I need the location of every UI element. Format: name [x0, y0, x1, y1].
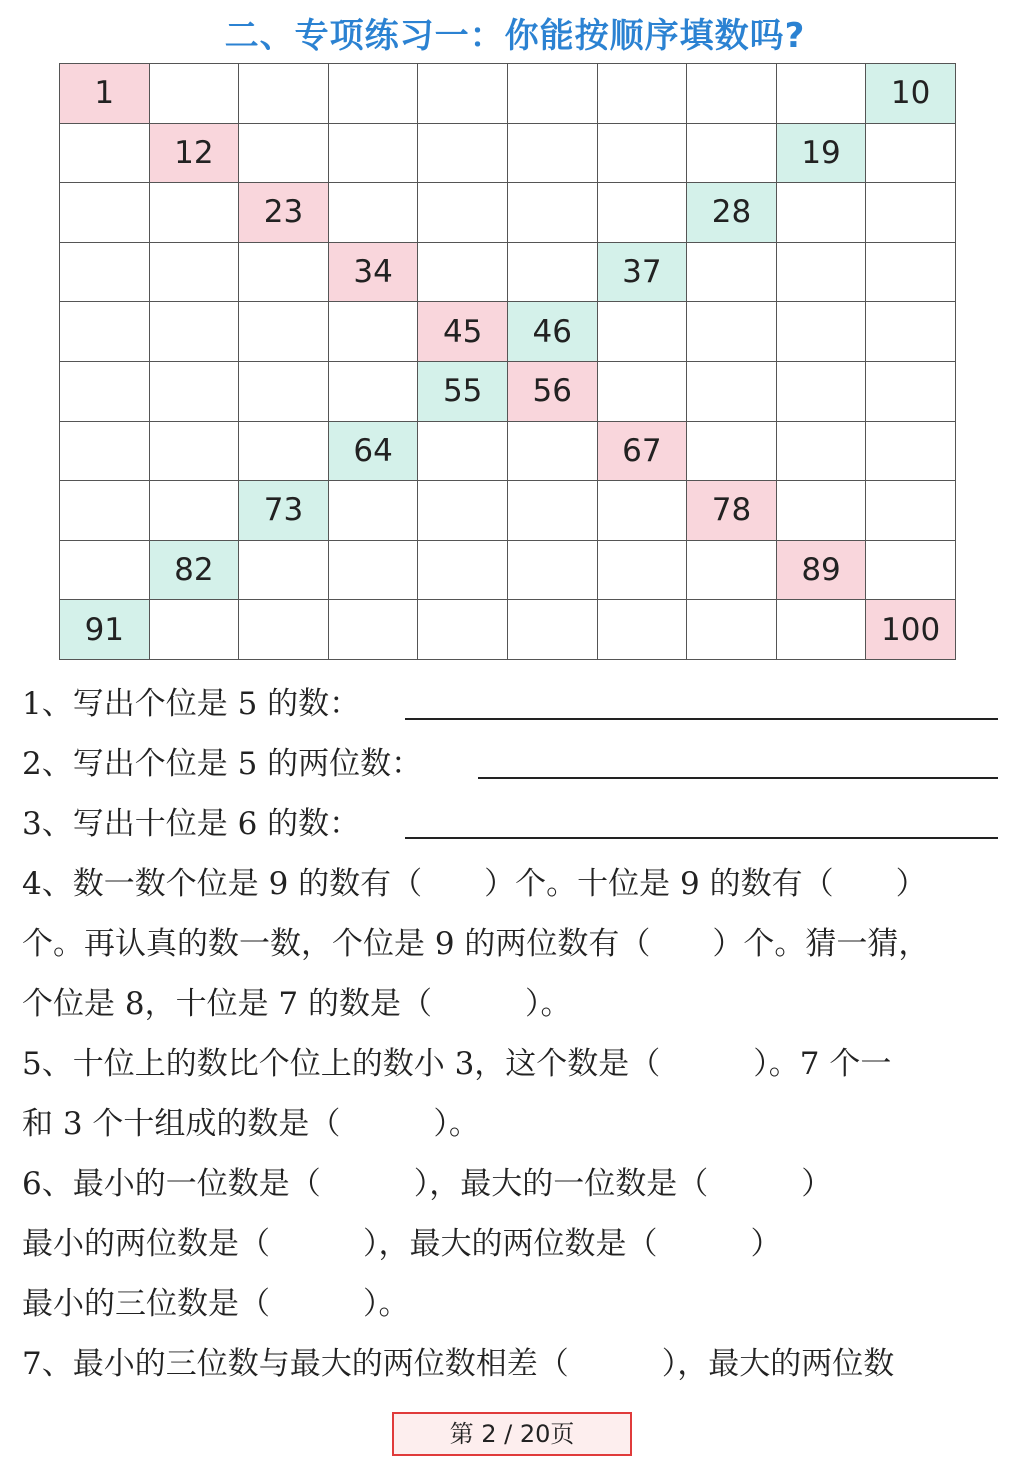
question-7-line-1: 7、最小的三位数与最大的两位数相差（ ），最大的两位数 — [22, 1346, 895, 1382]
grid-cell[interactable] — [507, 242, 597, 302]
grid-cell: 78 — [687, 481, 777, 541]
question-3: 3、写出十位是 6 的数： — [22, 806, 361, 842]
grid-cell[interactable] — [866, 421, 956, 481]
grid-cell[interactable] — [507, 183, 597, 243]
grid-cell[interactable] — [507, 540, 597, 600]
question-6-line-2: 最小的两位数是（ ），最大的两位数是（ ） — [22, 1226, 782, 1262]
question-6-line-1: 6、最小的一位数是（ ），最大的一位数是（ ） — [22, 1166, 833, 1202]
grid-cell: 82 — [149, 540, 239, 600]
grid-cell[interactable] — [866, 183, 956, 243]
grid-cell: 67 — [597, 421, 687, 481]
grid-cell[interactable] — [687, 242, 777, 302]
grid-row — [60, 600, 956, 660]
grid-cell[interactable] — [60, 302, 150, 362]
grid-cell: 28 — [687, 183, 777, 243]
question-6-line-3: 最小的三位数是（ ）。 — [22, 1286, 410, 1322]
grid-cell[interactable] — [776, 421, 866, 481]
grid-cell[interactable] — [597, 64, 687, 124]
grid-cell[interactable] — [328, 123, 418, 183]
grid-row — [60, 64, 956, 124]
grid-cell[interactable] — [866, 302, 956, 362]
grid-cell: 55 — [418, 361, 508, 421]
grid-cell[interactable] — [776, 183, 866, 243]
question-1: 1、写出个位是 5 的数： — [22, 686, 361, 722]
grid-cell[interactable] — [328, 302, 418, 362]
grid-cell[interactable] — [687, 361, 777, 421]
grid-cell: 37 — [597, 242, 687, 302]
page-title: 二、专项练习一：你能按顺序填数吗? — [224, 16, 806, 56]
grid-cell[interactable] — [597, 481, 687, 541]
grid-cell[interactable] — [60, 540, 150, 600]
grid-cell[interactable] — [597, 183, 687, 243]
grid-cell: 91 — [60, 600, 150, 660]
question-4-line-3: 个位是 8，十位是 7 的数是（ ）。 — [22, 986, 572, 1022]
grid-cell[interactable] — [866, 361, 956, 421]
grid-cell[interactable] — [418, 481, 508, 541]
answer-line-2[interactable] — [478, 777, 998, 779]
grid-row — [60, 421, 956, 481]
grid-cell[interactable] — [149, 481, 239, 541]
grid-cell[interactable] — [597, 302, 687, 362]
grid-cell: 34 — [328, 242, 418, 302]
grid-cell[interactable] — [149, 361, 239, 421]
question-4-line-1: 4、数一数个位是 9 的数有（ ）个。十位是 9 的数有（ ） — [22, 866, 927, 902]
grid-cell[interactable] — [149, 183, 239, 243]
question-5-line-2: 和 3 个十组成的数是（ ）。 — [22, 1106, 480, 1142]
grid-cell[interactable] — [507, 64, 597, 124]
grid-cell[interactable] — [866, 481, 956, 541]
grid-cell[interactable] — [418, 600, 508, 660]
grid-row — [60, 481, 956, 541]
grid-cell[interactable] — [418, 183, 508, 243]
grid-cell[interactable] — [239, 302, 329, 362]
grid-cell[interactable] — [507, 421, 597, 481]
grid-cell[interactable] — [597, 361, 687, 421]
grid-cell[interactable] — [328, 183, 418, 243]
grid-cell: 1 — [60, 64, 150, 124]
grid-cell[interactable] — [507, 123, 597, 183]
grid-row — [60, 123, 956, 183]
grid-cell[interactable] — [328, 481, 418, 541]
grid-cell[interactable] — [418, 421, 508, 481]
grid-cell[interactable] — [60, 123, 150, 183]
grid-cell[interactable] — [60, 183, 150, 243]
grid-cell[interactable] — [328, 540, 418, 600]
grid-cell[interactable] — [866, 540, 956, 600]
grid-row — [60, 242, 956, 302]
grid-cell[interactable] — [866, 123, 956, 183]
page-indicator: 第 2 / 20页 — [392, 1412, 632, 1456]
grid-cell[interactable] — [687, 540, 777, 600]
grid-cell[interactable] — [149, 242, 239, 302]
grid-cell: 64 — [328, 421, 418, 481]
grid-cell[interactable] — [149, 302, 239, 362]
grid-cell[interactable] — [239, 64, 329, 124]
grid-cell[interactable] — [239, 123, 329, 183]
grid-cell[interactable] — [418, 64, 508, 124]
grid-cell[interactable] — [687, 600, 777, 660]
grid-cell[interactable] — [239, 600, 329, 660]
grid-cell[interactable] — [60, 421, 150, 481]
grid-cell[interactable] — [597, 540, 687, 600]
grid-cell[interactable] — [239, 242, 329, 302]
grid-cell: 73 — [239, 481, 329, 541]
grid-cell: 19 — [776, 123, 866, 183]
grid-cell: 23 — [239, 183, 329, 243]
grid-cell: 12 — [149, 123, 239, 183]
grid-cell[interactable] — [328, 600, 418, 660]
grid-cell[interactable] — [776, 64, 866, 124]
grid-cell[interactable] — [687, 421, 777, 481]
grid-cell[interactable] — [418, 242, 508, 302]
grid-cell[interactable] — [149, 421, 239, 481]
grid-row — [60, 361, 956, 421]
grid-cell[interactable] — [418, 540, 508, 600]
grid-cell: 10 — [866, 64, 956, 124]
grid-cell[interactable] — [776, 302, 866, 362]
answer-line-1[interactable] — [405, 718, 998, 720]
question-5-line-1: 5、十位上的数比个位上的数小 3，这个数是（ ）。7 个一 — [22, 1046, 892, 1082]
grid-cell[interactable] — [776, 361, 866, 421]
grid-cell: 89 — [776, 540, 866, 600]
grid-cell[interactable] — [687, 302, 777, 362]
grid-cell[interactable] — [776, 600, 866, 660]
grid-cell[interactable] — [239, 361, 329, 421]
grid-cell[interactable] — [149, 600, 239, 660]
grid-cell[interactable] — [328, 64, 418, 124]
grid-cell[interactable] — [687, 123, 777, 183]
grid-cell[interactable] — [507, 481, 597, 541]
grid-cell[interactable] — [776, 481, 866, 541]
grid-row — [60, 183, 956, 243]
grid-cell[interactable] — [776, 242, 866, 302]
grid-cell[interactable] — [597, 123, 687, 183]
grid-cell[interactable] — [507, 600, 597, 660]
grid-cell[interactable] — [866, 242, 956, 302]
grid-cell[interactable] — [149, 64, 239, 124]
number-grid — [59, 63, 956, 660]
grid-cell[interactable] — [328, 361, 418, 421]
grid-cell[interactable] — [418, 123, 508, 183]
grid-cell[interactable] — [60, 361, 150, 421]
grid-cell[interactable] — [60, 481, 150, 541]
grid-cell: 45 — [418, 302, 508, 362]
grid-row — [60, 540, 956, 600]
grid-cell[interactable] — [597, 600, 687, 660]
grid-cell: 100 — [866, 600, 956, 660]
question-4-line-2: 个。再认真的数一数，个位是 9 的两位数有（ ）个。猜一猜， — [22, 926, 930, 962]
grid-cell: 46 — [507, 302, 597, 362]
grid-cell[interactable] — [687, 64, 777, 124]
question-2: 2、写出个位是 5 的两位数： — [22, 746, 423, 782]
grid-cell[interactable] — [60, 242, 150, 302]
answer-line-3[interactable] — [405, 837, 998, 839]
grid-row — [60, 302, 956, 362]
grid-cell[interactable] — [239, 421, 329, 481]
grid-cell[interactable] — [239, 540, 329, 600]
grid-cell: 56 — [507, 361, 597, 421]
